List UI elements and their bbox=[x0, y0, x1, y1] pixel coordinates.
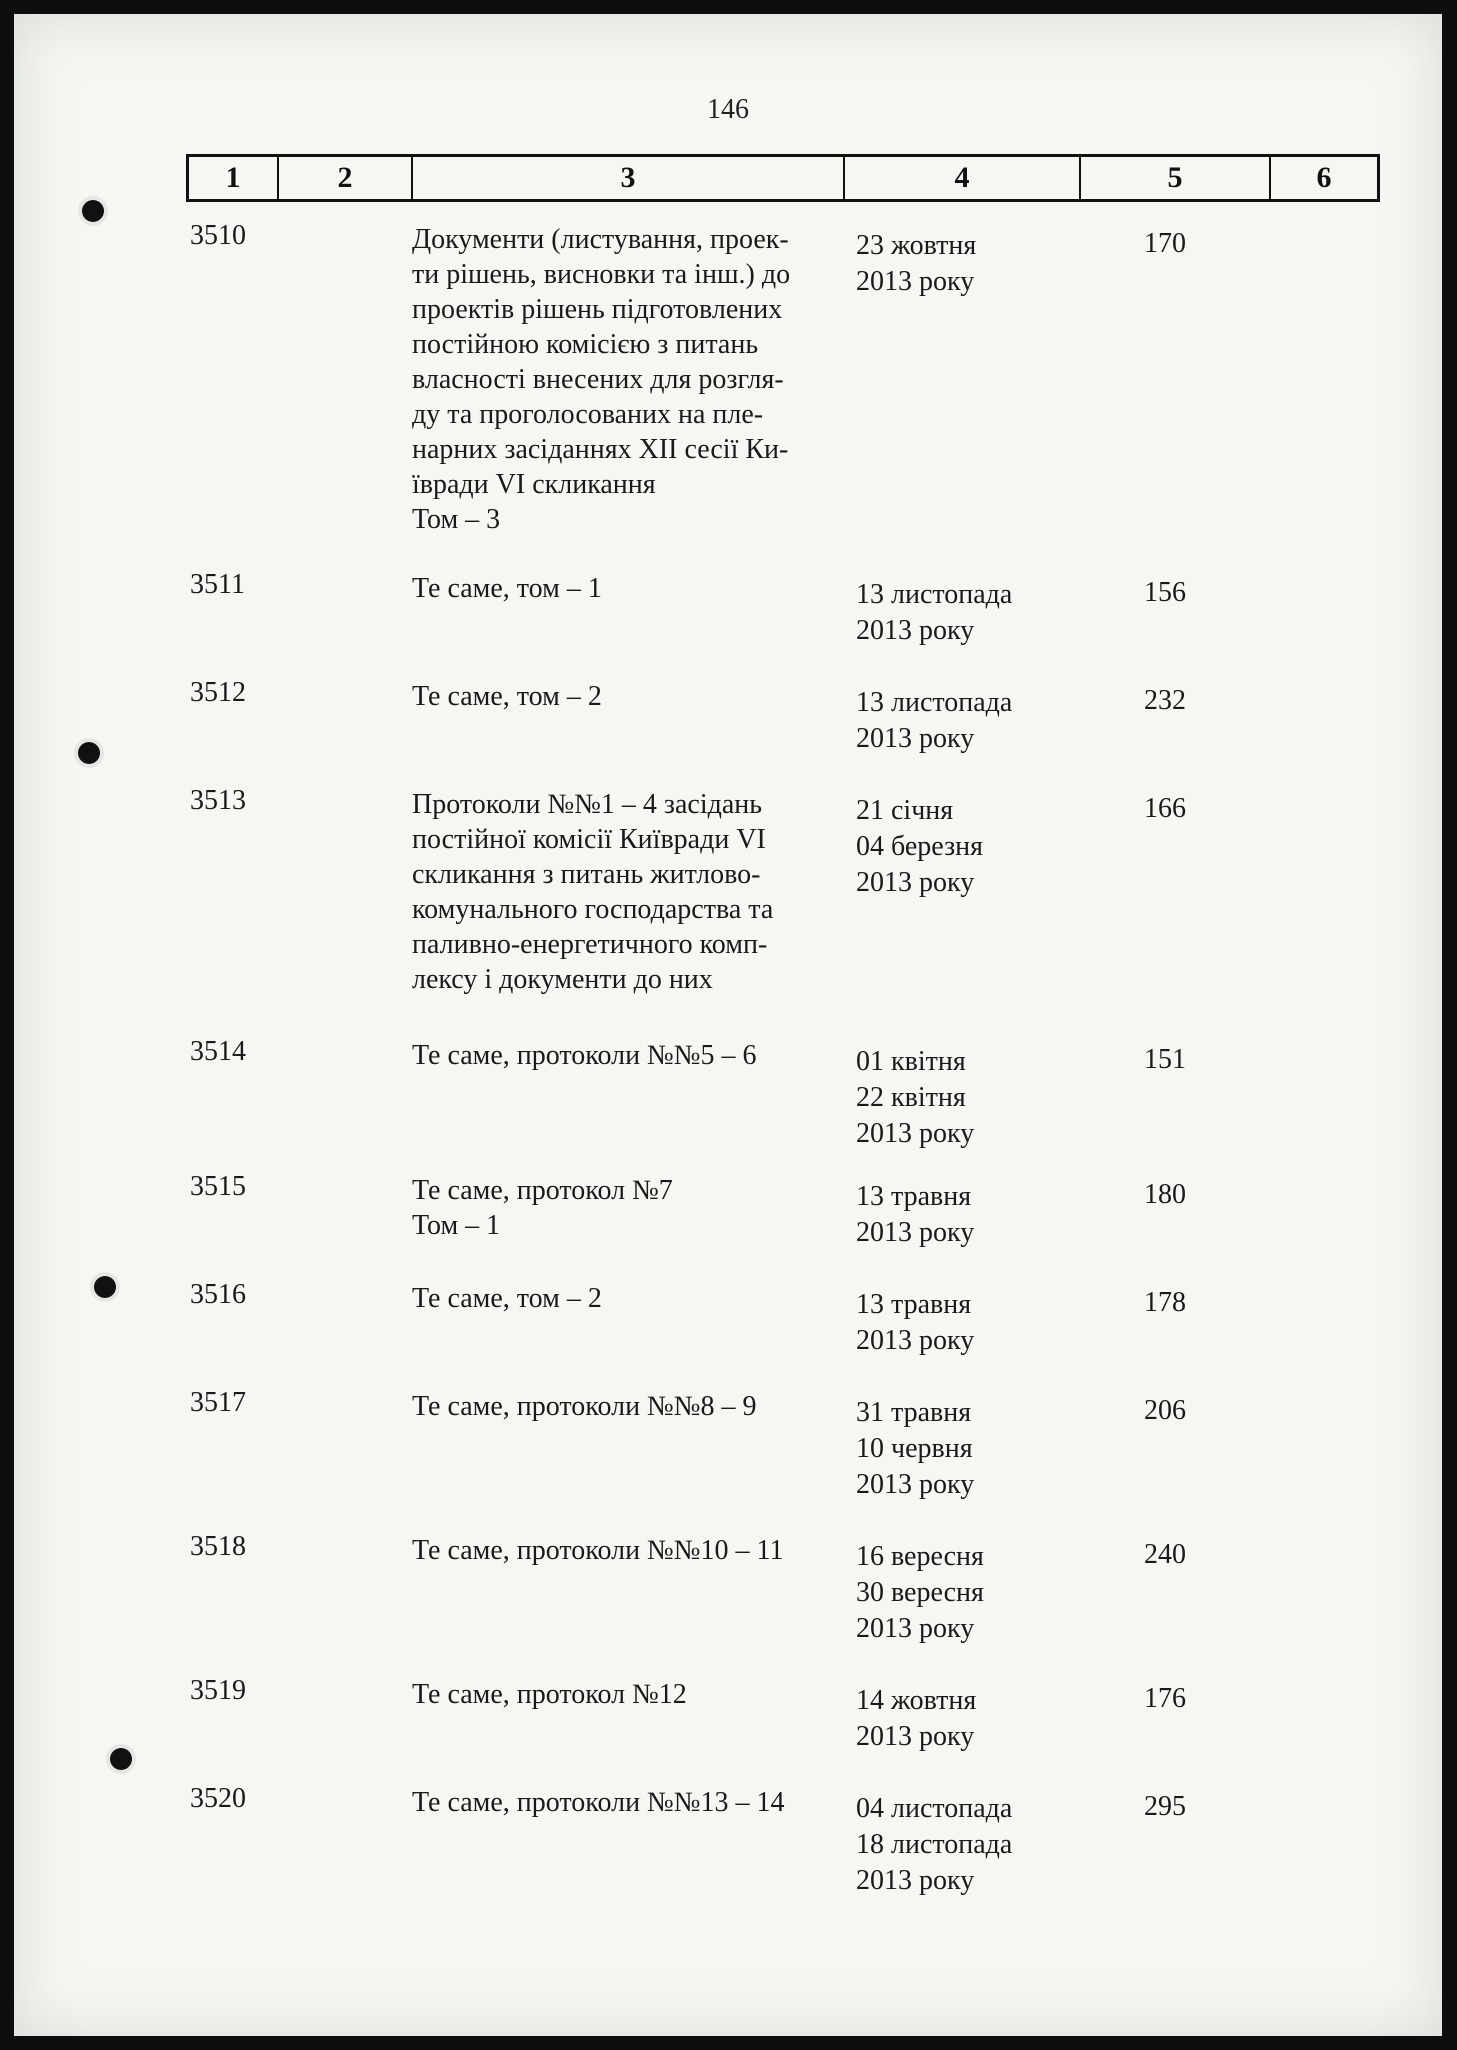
date-line: 04 березня bbox=[856, 831, 983, 862]
description-line: Те саме, том – 1 bbox=[412, 573, 602, 604]
record-number: 3515 bbox=[190, 1171, 246, 1202]
record-number: 3511 bbox=[190, 569, 245, 600]
date-line: 23 жовтня bbox=[856, 230, 977, 261]
record-dates bbox=[856, 1044, 1086, 1152]
date-line: 2013 року bbox=[856, 723, 975, 754]
record-dates bbox=[856, 1791, 1086, 1899]
sheet-count: 178 bbox=[1144, 1287, 1186, 1318]
column-header: 1 bbox=[189, 157, 279, 199]
description-line: лексу і документи до них bbox=[412, 964, 713, 995]
page-number: 146 bbox=[707, 94, 749, 125]
description-line: Те саме, протоколи №№8 – 9 bbox=[412, 1391, 757, 1422]
column-header-row bbox=[186, 154, 1380, 202]
date-line: 10 червня bbox=[856, 1433, 973, 1464]
date-line: 2013 року bbox=[856, 1217, 975, 1248]
date-line: 16 вересня bbox=[856, 1541, 984, 1572]
record-description bbox=[412, 1389, 872, 1424]
sheet-count: 240 bbox=[1144, 1539, 1186, 1570]
record-description bbox=[412, 1533, 872, 1568]
date-line: 30 вересня bbox=[856, 1577, 984, 1608]
description-line: Те саме, протокол №12 bbox=[412, 1679, 687, 1710]
description-line: Документи (листування, проек- bbox=[412, 224, 789, 255]
description-line: Протоколи №№1 – 4 засідань bbox=[412, 789, 763, 820]
record-number: 3519 bbox=[190, 1675, 246, 1706]
description-line: комунального господарства та bbox=[412, 894, 774, 925]
description-line: власності внесених для розгля- bbox=[412, 364, 784, 395]
record-number: 3514 bbox=[190, 1036, 246, 1067]
paper-sheet bbox=[14, 14, 1442, 2036]
sheet-count: 170 bbox=[1144, 228, 1186, 259]
record-description bbox=[412, 571, 872, 606]
sheet-count: 156 bbox=[1144, 577, 1186, 608]
column-header: 2 bbox=[279, 157, 413, 199]
record-dates bbox=[856, 1287, 1086, 1359]
record-dates bbox=[856, 1179, 1086, 1251]
record-dates bbox=[856, 1539, 1086, 1647]
description-line: Том – 3 bbox=[412, 504, 501, 535]
sheet-count: 166 bbox=[1144, 793, 1186, 824]
column-header: 5 bbox=[1081, 157, 1271, 199]
description-line: Том – 1 bbox=[412, 1210, 501, 1241]
description-line: Те саме, том – 2 bbox=[412, 681, 602, 712]
date-line: 2013 року bbox=[856, 1325, 975, 1356]
date-line: 14 жовтня bbox=[856, 1685, 977, 1716]
record-description bbox=[412, 1677, 872, 1712]
description-line: постійною комісією з питань bbox=[412, 329, 759, 360]
date-line: 2013 року bbox=[856, 867, 975, 898]
date-line: 13 травня bbox=[856, 1181, 972, 1212]
date-line: 13 листопада bbox=[856, 579, 1013, 610]
date-line: 01 квітня bbox=[856, 1046, 966, 1077]
sheet-count: 295 bbox=[1144, 1791, 1186, 1822]
sheet-count: 151 bbox=[1144, 1044, 1186, 1075]
record-number: 3512 bbox=[190, 677, 246, 708]
date-line: 2013 року bbox=[856, 266, 975, 297]
punch-hole bbox=[94, 1276, 116, 1298]
description-line: ївради VI скликання bbox=[412, 469, 656, 500]
date-line: 21 січня bbox=[856, 795, 954, 826]
punch-hole bbox=[78, 742, 100, 764]
date-line: 18 листопада bbox=[856, 1829, 1013, 1860]
date-line: 04 листопада bbox=[856, 1793, 1013, 1824]
record-dates bbox=[856, 577, 1086, 649]
description-line: постійної комісії Київради VI bbox=[412, 824, 766, 855]
record-number: 3516 bbox=[190, 1279, 246, 1310]
description-line: ти рішень, висновки та інш.) до bbox=[412, 259, 791, 290]
punch-hole bbox=[110, 1748, 132, 1770]
description-line: Те саме, протоколи №№5 – 6 bbox=[412, 1040, 757, 1071]
description-line: паливно-енергетичного комп- bbox=[412, 929, 768, 960]
record-description bbox=[412, 222, 872, 537]
sheet-count: 206 bbox=[1144, 1395, 1186, 1426]
punch-hole bbox=[82, 200, 104, 222]
description-line: нарних засіданнях XII сесії Ки- bbox=[412, 434, 789, 465]
column-header: 6 bbox=[1316, 161, 1332, 194]
record-dates bbox=[856, 228, 1086, 300]
record-dates bbox=[856, 1395, 1086, 1503]
date-line: 2013 року bbox=[856, 1613, 975, 1644]
description-line: скликання з питань житлово- bbox=[412, 859, 761, 890]
date-line: 2013 року bbox=[856, 1865, 975, 1896]
description-line: Те саме, протокол №7 bbox=[412, 1175, 673, 1206]
record-description bbox=[412, 1173, 872, 1243]
record-description bbox=[412, 787, 872, 997]
record-description bbox=[412, 1281, 872, 1316]
date-line: 2013 року bbox=[856, 1118, 975, 1149]
column-header: 3 bbox=[413, 157, 845, 199]
record-number: 3520 bbox=[190, 1783, 246, 1814]
description-line: проектів рішень підготовлених bbox=[412, 294, 783, 325]
date-line: 31 травня bbox=[856, 1397, 972, 1428]
date-line: 13 травня bbox=[856, 1289, 972, 1320]
record-dates bbox=[856, 793, 1086, 901]
sheet-count: 176 bbox=[1144, 1683, 1186, 1714]
description-line: Те саме, протоколи №№13 – 14 bbox=[412, 1787, 785, 1818]
record-number: 3518 bbox=[190, 1531, 246, 1562]
date-line: 2013 року bbox=[856, 1721, 975, 1752]
record-dates bbox=[856, 685, 1086, 757]
column-header: 4 bbox=[845, 157, 1081, 199]
description-line: ду та проголосованих на пле- bbox=[412, 399, 764, 430]
sheet-count: 180 bbox=[1144, 1179, 1186, 1210]
date-line: 2013 року bbox=[856, 1469, 975, 1500]
date-line: 22 квітня bbox=[856, 1082, 966, 1113]
description-line: Те саме, протоколи №№10 – 11 bbox=[412, 1535, 784, 1566]
record-number: 3513 bbox=[190, 785, 246, 816]
record-description bbox=[412, 679, 872, 714]
description-line: Те саме, том – 2 bbox=[412, 1283, 602, 1314]
record-description bbox=[412, 1038, 872, 1073]
record-number: 3517 bbox=[190, 1387, 246, 1418]
record-number: 3510 bbox=[190, 220, 246, 251]
record-description bbox=[412, 1785, 872, 1820]
record-dates bbox=[856, 1683, 1086, 1755]
sheet-count: 232 bbox=[1144, 685, 1186, 716]
date-line: 13 листопада bbox=[856, 687, 1013, 718]
date-line: 2013 року bbox=[856, 615, 975, 646]
